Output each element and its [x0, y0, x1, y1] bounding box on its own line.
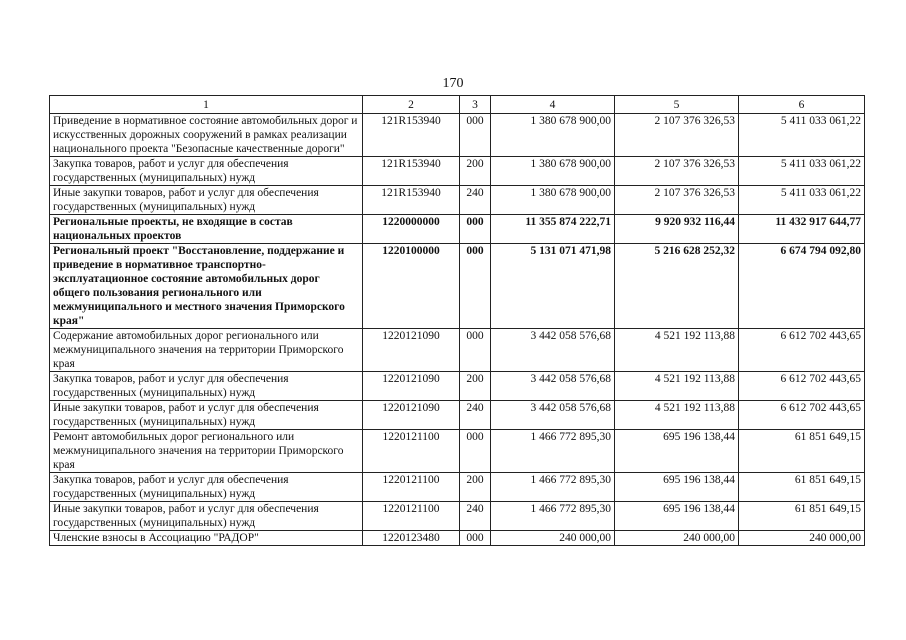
budget-table [49, 95, 865, 546]
table-row [50, 531, 865, 546]
row-value-4: 5 131 071 471,98 [491, 244, 615, 329]
row-value-5: 4 521 192 113,88 [615, 401, 739, 430]
table-row [50, 244, 865, 329]
row-kind: 000 [460, 329, 491, 372]
row-code: 1220000000 [363, 215, 460, 244]
header-row [50, 96, 865, 114]
row-value-5: 2 107 376 326,53 [615, 114, 739, 157]
row-value-5: 2 107 376 326,53 [615, 157, 739, 186]
row-value-5: 5 216 628 252,32 [615, 244, 739, 329]
column-header: 1 [50, 96, 363, 114]
row-code: 1220121100 [363, 502, 460, 531]
row-value-5: 695 196 138,44 [615, 430, 739, 473]
row-name: Иные закупки товаров, работ и услуг для обеспечения государственных (муниципальных) нужд [50, 502, 363, 531]
page-number: 170 [442, 76, 464, 91]
row-value-6: 6 612 702 443,65 [739, 372, 865, 401]
row-value-4: 11 355 874 222,71 [491, 215, 615, 244]
row-code: 121R153940 [363, 157, 460, 186]
table-row [50, 329, 865, 372]
table-row [50, 502, 865, 531]
table-row [50, 473, 865, 502]
row-kind: 000 [460, 244, 491, 329]
row-code: 1220121090 [363, 329, 460, 372]
row-kind: 000 [460, 430, 491, 473]
row-name: Содержание автомобильных дорог регионального или межмуниципального значения на территории Приморского края [50, 329, 363, 372]
row-code: 121R153940 [363, 186, 460, 215]
row-value-6: 6 674 794 092,80 [739, 244, 865, 329]
row-value-4: 3 442 058 576,68 [491, 329, 615, 372]
row-value-5: 240 000,00 [615, 531, 739, 546]
row-value-4: 1 466 772 895,30 [491, 473, 615, 502]
row-name: Иные закупки товаров, работ и услуг для обеспечения государственных (муниципальных) нужд [50, 186, 363, 215]
row-name: Ремонт автомобильных дорог регионального или межмуниципального значения на территории Приморского края [50, 430, 363, 473]
table-row [50, 215, 865, 244]
table-row [50, 401, 865, 430]
row-value-6: 61 851 649,15 [739, 502, 865, 531]
row-kind: 200 [460, 473, 491, 502]
row-code: 1220121100 [363, 473, 460, 502]
row-kind: 200 [460, 372, 491, 401]
row-value-6: 6 612 702 443,65 [739, 329, 865, 372]
row-kind: 240 [460, 401, 491, 430]
table-row [50, 372, 865, 401]
row-code: 121R153940 [363, 114, 460, 157]
row-name: Закупка товаров, работ и услуг для обеспечения государственных (муниципальных) нужд [50, 157, 363, 186]
table-row [50, 114, 865, 157]
row-value-5: 9 920 932 116,44 [615, 215, 739, 244]
row-value-4: 3 442 058 576,68 [491, 372, 615, 401]
row-value-5: 4 521 192 113,88 [615, 329, 739, 372]
row-value-4: 3 442 058 576,68 [491, 401, 615, 430]
row-value-6: 5 411 033 061,22 [739, 157, 865, 186]
row-value-4: 1 466 772 895,30 [491, 502, 615, 531]
row-name: Членские взносы в Ассоциацию "РАДОР" [50, 531, 363, 546]
row-kind: 000 [460, 215, 491, 244]
row-kind: 240 [460, 502, 491, 531]
row-value-6: 6 612 702 443,65 [739, 401, 865, 430]
row-code: 1220121100 [363, 430, 460, 473]
row-name: Иные закупки товаров, работ и услуг для обеспечения государственных (муниципальных) нужд [50, 401, 363, 430]
table-row [50, 157, 865, 186]
row-name: Закупка товаров, работ и услуг для обеспечения государственных (муниципальных) нужд [50, 372, 363, 401]
row-value-5: 4 521 192 113,88 [615, 372, 739, 401]
row-code: 1220123480 [363, 531, 460, 546]
row-kind: 000 [460, 531, 491, 546]
row-code: 1220121090 [363, 372, 460, 401]
column-header: 2 [363, 96, 460, 114]
row-value-6: 5 411 033 061,22 [739, 114, 865, 157]
row-value-6: 61 851 649,15 [739, 473, 865, 502]
row-value-5: 2 107 376 326,53 [615, 186, 739, 215]
row-value-6: 11 432 917 644,77 [739, 215, 865, 244]
row-name: Закупка товаров, работ и услуг для обеспечения государственных (муниципальных) нужд [50, 473, 363, 502]
row-value-4: 1 380 678 900,00 [491, 114, 615, 157]
row-code: 1220121090 [363, 401, 460, 430]
row-value-6: 61 851 649,15 [739, 430, 865, 473]
row-kind: 000 [460, 114, 491, 157]
row-value-5: 695 196 138,44 [615, 473, 739, 502]
row-value-4: 1 380 678 900,00 [491, 157, 615, 186]
row-code: 1220100000 [363, 244, 460, 329]
row-value-4: 1 380 678 900,00 [491, 186, 615, 215]
column-header: 3 [460, 96, 491, 114]
row-name: Региональные проекты, не входящие в состав национальных проектов [50, 215, 363, 244]
table-row [50, 186, 865, 215]
row-kind: 240 [460, 186, 491, 215]
row-name: Региональный проект "Восстановление, поддержание и приведение в нормативное транспортно-эксплуатационное состояние автомобильных дорог общего пользования регионального или межмуниципального и местного значения Приморского края" [50, 244, 363, 329]
column-header: 4 [491, 96, 615, 114]
table-row [50, 430, 865, 473]
row-name: Приведение в нормативное состояние автомобильных дорог и искусственных дорожных сооружений в рамках реализации национального проекта "Безопасные качественные дороги" [50, 114, 363, 157]
column-header: 6 [739, 96, 865, 114]
row-kind: 200 [460, 157, 491, 186]
row-value-4: 240 000,00 [491, 531, 615, 546]
row-value-6: 5 411 033 061,22 [739, 186, 865, 215]
row-value-6: 240 000,00 [739, 531, 865, 546]
row-value-4: 1 466 772 895,30 [491, 430, 615, 473]
row-value-5: 695 196 138,44 [615, 502, 739, 531]
column-header: 5 [615, 96, 739, 114]
